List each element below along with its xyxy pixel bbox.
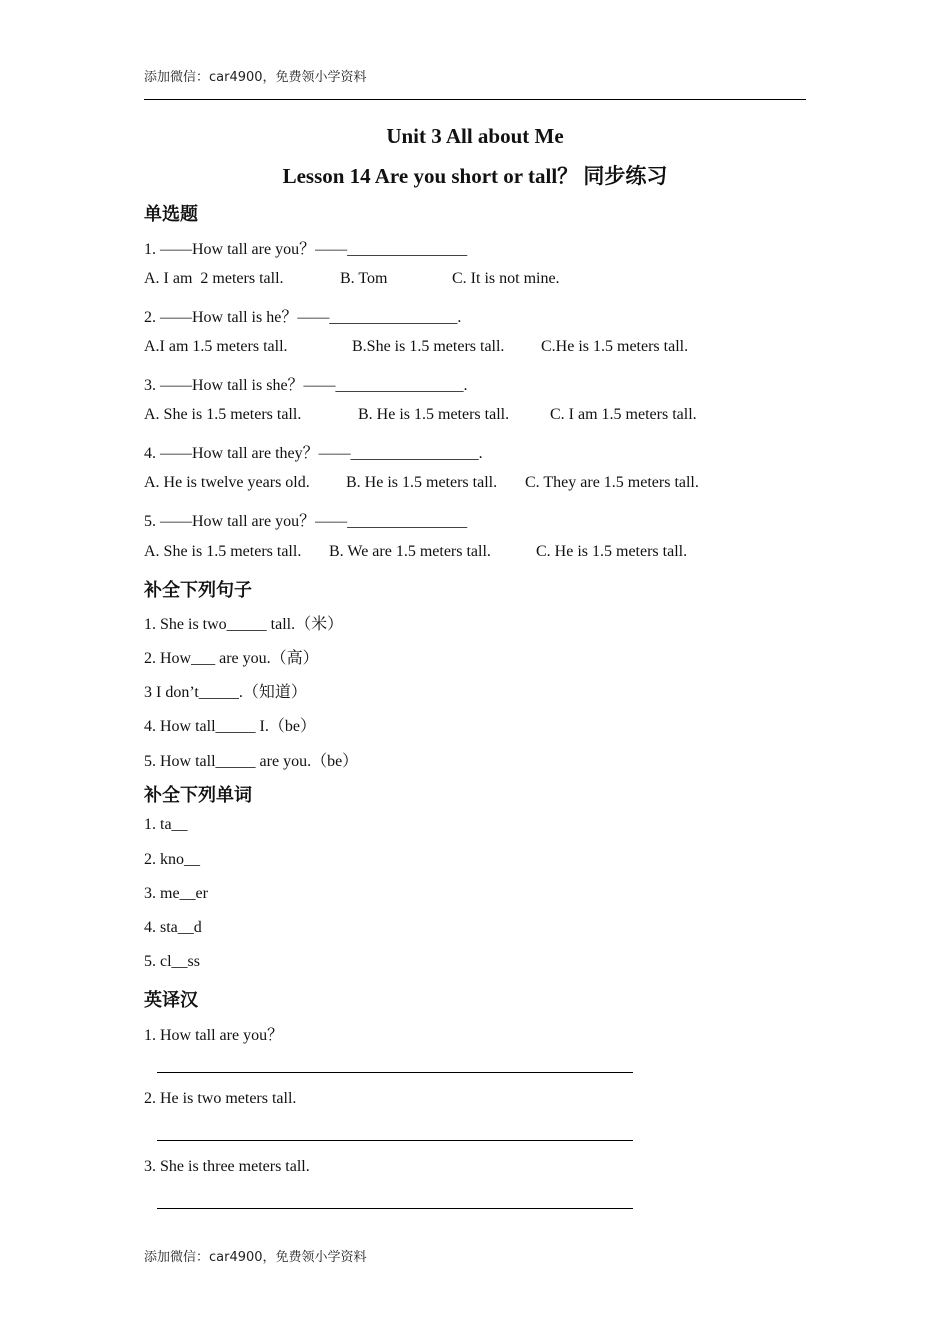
question-stem: 5. ——How tall are you？——_______________: [144, 513, 468, 530]
answer-line[interactable]: [157, 1140, 633, 1141]
section-heading-multiple-choice: 单选题: [144, 204, 198, 225]
word-item: 5. cl__ss: [144, 953, 200, 970]
word-item: 3. me__er: [144, 885, 208, 902]
sentence-item: 4. How tall_____ I.（be）: [144, 718, 316, 735]
section-heading-complete-words: 补全下列单词: [144, 785, 252, 806]
sentence-item: 1. She is two_____ tall.（米）: [144, 616, 344, 633]
option-c: C. It is not mine.: [452, 270, 560, 287]
option-a: A. She is 1.5 meters tall.: [144, 543, 302, 560]
option-b: B. He is 1.5 meters tall.: [346, 474, 498, 491]
question-stem: 2. ——How tall is he？——________________.: [144, 309, 462, 326]
option-c: C.He is 1.5 meters tall.: [541, 338, 689, 355]
unit-title: Unit 3 All about Me: [386, 124, 564, 148]
option-b: B. Tom: [340, 270, 388, 287]
header-note: 添加微信：car4900，免费领小学资料: [144, 70, 367, 85]
option-a: A.I am 1.5 meters tall.: [144, 338, 288, 355]
question-stem: 1. ——How tall are you？——_______________: [144, 241, 468, 258]
lesson-title: Lesson 14 Are you short or tall？ 同步练习: [282, 164, 668, 188]
word-item: 4. sta__d: [144, 919, 202, 936]
option-a: A. He is twelve years old.: [144, 474, 310, 491]
translate-item: 2. He is two meters tall.: [144, 1090, 297, 1107]
answer-line[interactable]: [157, 1072, 633, 1073]
option-c: C. I am 1.5 meters tall.: [550, 406, 697, 423]
option-b: B. We are 1.5 meters tall.: [329, 543, 491, 560]
word-item: 2. kno__: [144, 851, 200, 868]
question-stem: 4. ——How tall are they？——________________.: [144, 445, 483, 462]
footer-note: 添加微信：car4900，免费领小学资料: [144, 1250, 367, 1265]
option-c: C. They are 1.5 meters tall.: [525, 474, 699, 491]
question-stem: 3. ——How tall is she？——________________.: [144, 377, 468, 394]
translate-item: 3. She is three meters tall.: [144, 1158, 310, 1175]
word-item: 1. ta__: [144, 816, 188, 833]
translate-item: 1. How tall are you？: [144, 1027, 284, 1044]
section-heading-translate: 英译汉: [144, 990, 198, 1011]
option-a: A. I am 2 meters tall.: [144, 270, 284, 287]
sentence-item: 3 I don’t_____.（知道）: [144, 684, 307, 701]
option-a: A. She is 1.5 meters tall.: [144, 406, 302, 423]
answer-line[interactable]: [157, 1208, 633, 1209]
header-rule: [144, 99, 806, 100]
option-c: C. He is 1.5 meters tall.: [536, 543, 688, 560]
option-b: B.She is 1.5 meters tall.: [352, 338, 505, 355]
sentence-item: 2. How___ are you.（高）: [144, 650, 319, 667]
option-b: B. He is 1.5 meters tall.: [358, 406, 510, 423]
sentence-item: 5. How tall_____ are you.（be）: [144, 753, 359, 770]
section-heading-complete-sentences: 补全下列句子: [144, 580, 252, 601]
